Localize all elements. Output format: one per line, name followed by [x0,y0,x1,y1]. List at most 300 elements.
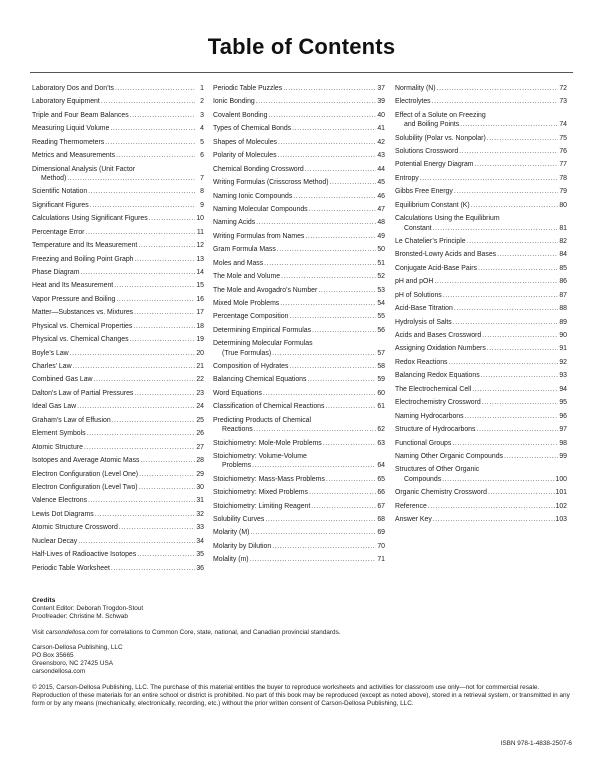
dot-leader [111,564,195,573]
toc-entry-title: Scientific Notation [32,188,88,196]
toc-entry [213,555,385,564]
dot-leader [115,84,195,93]
dot-leader [252,461,376,470]
dot-leader [139,483,195,492]
toc-entry [213,97,385,106]
toc-entry [32,456,204,465]
toc-entry-title: Balancing Redox Equations [395,372,480,380]
dot-leader [84,443,195,452]
toc-entry-title: Reading Thermometers [32,138,105,146]
toc-entry [395,97,567,106]
dot-leader [289,362,376,371]
toc-entry-page: 47 [377,205,385,213]
dot-leader [471,201,558,210]
toc-entry [32,97,204,106]
toc-entry [395,160,567,169]
toc-entry-page: 61 [377,403,385,411]
toc-entry [32,228,204,237]
toc-entry [395,134,567,143]
toc-entry-title: Equilibrium Constant (K) [395,201,470,209]
dot-leader [272,542,376,551]
toc-entry [213,245,385,254]
toc-column-3 [395,84,567,528]
dot-leader [85,228,195,237]
toc-entry-page: 8 [200,188,204,196]
toc-entry-title: Reference [395,502,427,510]
dot-leader [497,250,558,259]
toc-entry [213,205,385,214]
toc-entry-title: Calculations Using the Equilibrium [395,215,500,223]
toc-entry-title: Measuring Liquid Volume [32,125,110,133]
toc-entry-page: 45 [377,179,385,187]
toc-entry-page: 67 [377,502,385,510]
toc-entry-page: 53 [377,286,385,294]
toc-entry [395,291,567,300]
toc-entry [32,416,204,425]
toc-entry-title: Percentage Error [32,228,85,236]
toc-entry [213,542,385,551]
toc-entry [32,389,204,398]
dot-leader [78,537,195,546]
toc-entry-page: 14 [196,268,204,276]
toc-entry [395,187,567,196]
toc-entry [32,124,204,133]
toc-entry-title: Element Symbols [32,430,86,438]
toc-entry-title: Mixed Mole Problems [213,300,280,307]
toc-entry-page: 11 [196,228,204,236]
toc-entry [32,295,204,304]
toc-entry-page: 82 [559,237,567,245]
toc-entry-page: 33 [196,524,204,532]
toc-entry [395,488,567,497]
dot-leader [318,286,376,295]
toc-entry [395,147,567,156]
toc-entry [395,331,567,340]
dot-leader [459,147,558,156]
dot-leader [116,151,195,160]
toc-entry [213,111,385,120]
toc-entry-page: 21 [196,363,204,371]
dot-leader [311,502,376,511]
toc-entry-title: Stoichiometry: Mass-Mass Problems [213,475,325,483]
dot-leader [460,120,558,129]
toc-entry-title-continued: Constant [404,224,432,232]
dot-leader [442,475,554,484]
toc-entry-page: 4 [200,125,204,133]
dot-leader [73,362,195,371]
toc-entry-page: 28 [196,457,204,465]
toc-entry-page: 76 [559,148,567,156]
toc-entry-page: 78 [559,174,567,182]
toc-entry [32,255,204,264]
toc-entry [32,214,204,223]
toc-entry [213,124,385,133]
toc-entry [213,375,385,384]
dot-leader [101,97,195,106]
toc-entry-title: Molarity (M) [213,529,250,537]
toc-entry-title: pH and pOH [395,278,434,286]
toc-entry-title: Entropy [395,174,419,182]
dot-leader [130,335,195,344]
dot-leader [110,124,195,133]
toc-entry-page: 85 [559,264,567,272]
toc-entry-title: Graham’s Law of Effusion [32,416,111,424]
dot-leader [325,402,376,411]
dot-leader [250,555,376,564]
credits-heading: Credits [32,597,56,604]
toc-entry [32,281,204,290]
proofreader: Proofreader: Christine M. Schwab [32,613,128,621]
dot-leader [139,470,195,479]
dot-leader [309,205,376,214]
toc-entry-title: Percentage Composition [213,313,289,321]
toc-entry [213,515,385,524]
toc-entry-title: Conjugate Acid-Base Pairs [395,264,477,272]
dot-leader [283,84,376,93]
toc-entry-page: 23 [196,389,204,397]
toc-entry-page: 95 [559,399,567,407]
toc-entry-title: The Mole and Volume [213,273,281,281]
toc-entry-title: Electron Configuration (Level One) [32,470,139,478]
toc-entry-page: 98 [559,439,567,447]
dot-leader [309,488,376,497]
toc-entry-title: Redox Reactions [395,358,448,366]
toc-entry-page: 55 [377,313,385,321]
toc-entry [395,304,567,313]
toc-entry [32,308,204,317]
dot-leader [278,138,376,147]
toc-entry-page: 86 [559,278,567,286]
toc-entry [213,326,385,335]
toc-entry [395,201,567,210]
toc-entry [395,515,567,524]
toc-entry [32,443,204,452]
toc-entry [213,138,385,147]
toc-entry-page: 80 [559,201,567,209]
toc-entry [395,318,567,327]
toc-entry-title: Phase Diagram [32,268,80,276]
dot-leader [465,412,558,421]
dot-leader [130,111,195,120]
toc-entry-title: Functional Groups [395,439,452,447]
toc-entry-title: Solutions Crossword [395,148,459,156]
toc-entry-title: Temperature and Its Measurement [32,242,138,250]
toc-entry-title: Metrics and Measurements [32,152,116,160]
toc-entry [395,277,567,286]
toc-entry-page: 65 [377,475,385,483]
dot-leader [119,523,195,532]
dot-leader [454,187,558,196]
toc-entry-page: 40 [377,111,385,119]
dot-leader [454,304,558,313]
toc-entry [213,528,385,537]
toc-entry [395,111,567,130]
dot-leader [265,515,376,524]
dot-leader [133,322,195,331]
dot-leader [250,528,376,537]
toc-entry-title: Stoichiometry: Limiting Reagent [213,502,311,510]
copyright-notice: © 2015, Carson-Dellosa Publishing, LLC. The purchase of this material entitles the buyer to reproduce worksheets and activities for classroom use only—not for commercial resale. Reproduction of these materials for an entire school or district is prohibited. No part of this book may be reproduced (except as noted above), stored in a retrieval system, or transmitted in any form or by any means (mechanically, electronically, recording, etc.) without the prior written consent of Carson-Dellosa Publishing, LLC. [32,683,570,708]
toc-entry-page: 32 [196,510,204,518]
dot-leader [478,264,558,273]
toc-entry-title: Stoichiometry: Volume-Volume [213,452,307,460]
dot-leader [268,111,376,120]
toc-entry-title: Gibbs Free Energy [395,188,453,196]
toc-entry-page: 37 [377,85,385,92]
toc-entry [213,259,385,268]
toc-entry-page: 91 [559,345,567,353]
toc-entry-title: Bronsted-Lowry Acids and Bases [395,251,497,259]
dot-leader [95,510,195,519]
toc-entry-title: Solubility Curves [213,516,265,524]
dot-leader [114,281,195,290]
toc-entry-title: Classification of Chemical Reactions [213,403,325,411]
dot-leader [433,224,558,233]
toc-entry-title: Heat and Its Measurement [32,282,114,290]
toc-entry-page: 22 [196,376,204,384]
toc-entry [213,272,385,281]
toc-entry-title: Atomic Structure [32,443,83,451]
toc-entry-page: 92 [559,358,567,366]
toc-entry-title: Physical vs. Chemical Properties [32,322,133,330]
toc-entry-page: 87 [559,291,567,299]
toc-entry [213,286,385,295]
toc-entry-title: Effect of a Solute on Freezing [395,111,486,119]
toc-entry-title: Predicting Products of Chemical [213,416,312,424]
dot-leader [428,502,555,511]
toc-entry-page: 54 [377,300,385,307]
toc-entry-page: 5 [200,138,204,146]
toc-entry-page: 75 [559,134,567,142]
toc-entry-title: Writing Formulas (Crisscross Method) [213,179,329,187]
toc-entry-title: Shapes of Molecules [213,138,277,146]
toc-entry-page: 99 [559,452,567,460]
toc-entry-title: Naming Ionic Compounds [213,192,293,200]
toc-entry-title: Determining Empirical Formulas [213,326,312,334]
toc-entry-title: Charles’ Law [32,363,72,371]
dot-leader [90,201,195,210]
dot-leader [467,237,558,246]
toc-entry [213,402,385,411]
toc-entry-title: Types of Chemical Bonds [213,125,292,133]
dot-leader [305,165,376,174]
content-editor: Content Editor: Deborah Trogdon-Stout [32,605,144,613]
toc-entry-page: 3 [200,111,204,119]
toc-entry [32,550,204,559]
toc-entry-page: 84 [559,251,567,259]
toc-entry-page: 27 [196,443,204,451]
toc-entry [213,312,385,321]
toc-entry [213,339,385,358]
dot-leader [330,178,376,187]
dot-leader [504,452,558,461]
toc-entry-page: 69 [377,529,385,537]
toc-entry-title: Determining Molecular Formulas [213,340,313,348]
toc-entry-page: 72 [559,85,567,92]
toc-entry-title: Solubility (Polar vs. Nonpolar) [395,134,486,142]
toc-entry-page: 81 [559,224,567,232]
toc-entry-page: 94 [559,385,567,393]
toc-entry [32,429,204,438]
toc-entry [395,344,567,353]
toc-entry [395,398,567,407]
toc-entry-page: 74 [559,121,567,129]
toc-entry-title: Nuclear Decay [32,537,78,545]
dot-leader [443,291,558,300]
toc-entry-page: 59 [377,376,385,384]
dot-leader [323,439,376,448]
toc-entry-page: 88 [559,305,567,313]
toc-entry [32,470,204,479]
toc-entry-title: Naming Other Organic Compounds [395,452,504,460]
toc-entry [32,241,204,250]
toc-entry-page: 25 [196,416,204,424]
dot-leader [312,326,376,335]
publisher-city: Greensboro, NC 27425 USA [32,660,113,668]
toc-entry-title-continued: Compounds [404,475,442,483]
toc-entry-page: 77 [559,161,567,169]
toc-entry [395,452,567,461]
toc-entry-page: 71 [377,556,385,564]
dot-leader [263,389,376,398]
toc-entry-title: Acids and Bases Crossword [395,332,482,340]
dot-leader [280,299,376,308]
toc-entry-title: Significant Figures [32,201,89,209]
toc-entry-title: Atomic Structure Crossword [32,524,118,532]
toc-entry-title: Structures of Other Organic [395,466,480,474]
toc-entry [32,151,204,160]
toc-entry-title: Triple and Four Beam Balances [32,111,129,119]
toc-entry [213,362,385,371]
publisher-po-box: PO Box 35665 [32,652,74,660]
toc-entry-page: 17 [196,309,204,317]
toc-entry [395,412,567,421]
toc-entry-title: Naming Molecular Compounds [213,205,308,213]
toc-entry-title: Lewis Dot Diagrams [32,510,94,518]
toc-entry-title: Writing Formulas from Names [213,232,305,240]
toc-entry [395,214,567,233]
toc-entry [213,165,385,174]
toc-entry-page: 2 [200,98,204,106]
toc-entry-page: 13 [196,255,204,263]
toc-entry-title: Chemical Bonding Crossword [213,165,304,173]
toc-entry-page: 16 [196,295,204,303]
visit-line [32,629,572,637]
dot-leader [488,488,555,497]
dot-leader [141,456,195,465]
dot-leader [256,218,376,227]
toc-entry-page: 96 [559,412,567,420]
dot-leader [272,349,376,358]
toc-entry-title: Naming Hydrocarbons [395,412,464,420]
toc-entry [213,452,385,471]
toc-entry [32,483,204,492]
dot-leader [472,385,558,394]
toc-entry-page: 30 [196,483,204,491]
dot-leader [453,318,558,327]
toc-entry [213,218,385,227]
dot-leader [254,425,376,434]
toc-entry-title: Answer Key [395,516,432,524]
toc-entry-title: Covalent Bonding [213,111,268,119]
toc-entry [395,502,567,511]
dot-leader [293,192,376,201]
toc-entry [32,349,204,358]
toc-entry-page: 102 [555,502,567,510]
toc-column-2 [213,84,385,569]
dot-leader [307,375,376,384]
toc-entry-title: Periodic Table Puzzles [213,85,283,92]
toc-entry-title: Gram Formula Mass [213,246,276,254]
toc-entry [395,358,567,367]
dot-leader [278,151,376,160]
toc-entry-title: Word Equations [213,389,262,397]
toc-entry-page: 50 [377,246,385,254]
toc-entry-page: 24 [196,403,204,411]
dot-leader [305,232,376,241]
toc-entry-page: 29 [196,470,204,478]
toc-entry [32,165,204,184]
toc-entry-page: 36 [196,564,204,572]
visit-link[interactable]: carsondellosa.com [45,628,100,636]
toc-entry-title: Le Chatelier’s Principle [395,237,466,245]
toc-entry-page: 64 [377,462,385,470]
toc-entry-title: Ionic Bonding [213,98,255,106]
toc-entry-title: Half-Lives of Radioactive Isotopes [32,551,137,559]
toc-entry [32,362,204,371]
toc-entry-title-continued: (True Formulas) [222,349,272,357]
toc-entry-page: 70 [377,542,385,550]
toc-entry [213,389,385,398]
toc-entry-page: 39 [377,98,385,106]
toc-entry-page: 1 [200,85,204,92]
toc-entry-page: 89 [559,318,567,326]
toc-entry-title: Valence Electrons [32,497,88,505]
dot-leader [487,134,558,143]
page-title: Table of Contents [207,34,396,59]
toc-entry-title: Normality (N) [395,85,436,92]
toc-entry-title-continued: Problems [222,462,252,470]
toc-entry-page: 93 [559,372,567,380]
toc-entry-title: Calculations Using Significant Figures [32,215,148,223]
toc-entry-title: Molarity by Dilution [213,542,272,550]
toc-entry-title: Hydrolysis of Salts [395,318,452,326]
toc-entry-page: 97 [559,426,567,434]
dot-leader [448,358,558,367]
toc-entry-title: Electron Configuration (Level Two) [32,483,138,491]
dot-leader [77,402,195,411]
dot-leader [420,174,558,183]
toc-entry [213,192,385,201]
toc-entry-page: 12 [196,242,204,250]
dot-leader [452,439,558,448]
toc-entry [32,510,204,519]
toc-entry [213,488,385,497]
toc-entry [213,439,385,448]
dot-leader [134,389,195,398]
dot-leader [67,174,195,183]
toc-entry-page: 41 [377,125,385,133]
toc-entry-title: Boyle’s Law [32,349,69,357]
toc-entry-title: Vapor Pressure and Boiling [32,295,116,303]
toc-entry-page: 48 [377,219,385,227]
toc-entry-title: The Mole and Avogadro’s Number [213,286,318,294]
toc-entry-page: 58 [377,363,385,371]
toc-entry-title: pH of Solutions [395,291,442,299]
toc-entry-page: 56 [377,326,385,334]
toc-entry [213,151,385,160]
toc-entry-page: 26 [196,430,204,438]
